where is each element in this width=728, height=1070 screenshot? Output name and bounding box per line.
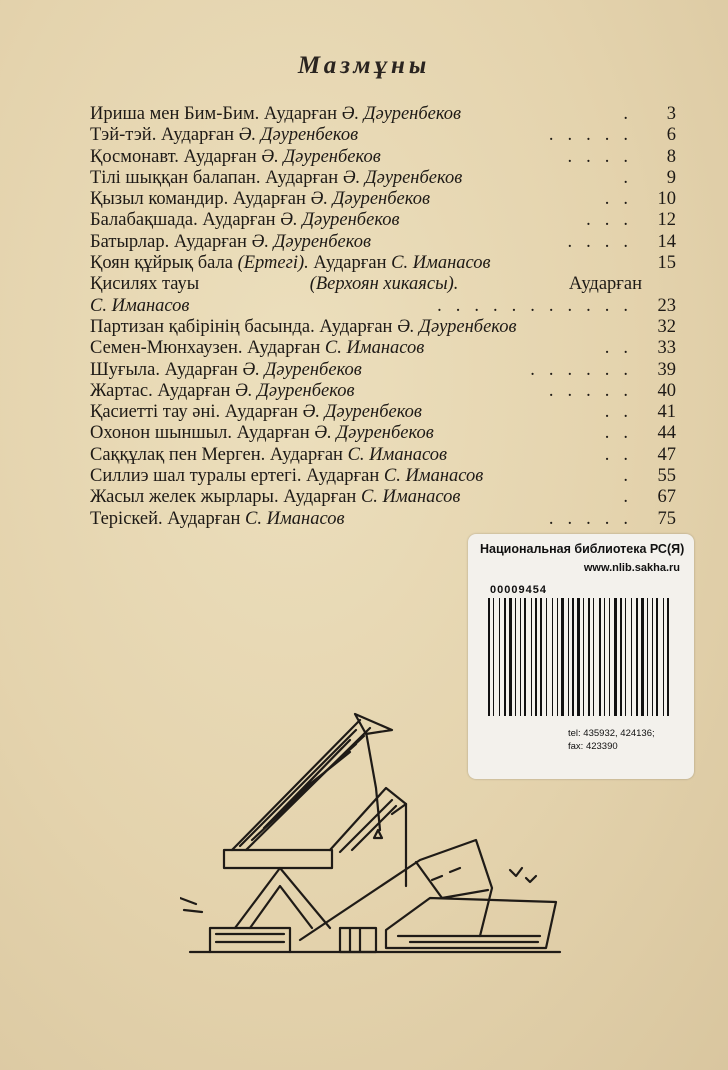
page-title: Мазмұны bbox=[297, 52, 431, 79]
toc-entry-page: 44 bbox=[657, 423, 676, 444]
barcode-number: 00009454 bbox=[490, 584, 547, 596]
toc-entry-dots: .. bbox=[604, 444, 642, 465]
toc-entry-translator: Ә. Дәуренбеков bbox=[342, 167, 463, 188]
toc-entry-translator: С. Иманасов bbox=[245, 508, 345, 529]
barcode-bar bbox=[656, 598, 658, 716]
barcode-bar bbox=[535, 598, 537, 716]
port-crane-ship-illustration bbox=[180, 700, 570, 962]
barcode-bar bbox=[561, 598, 564, 716]
toc-entry-translator: Ә. Дәуренбеков bbox=[251, 231, 371, 252]
library-name: Национальная библиотека РС(Я) bbox=[480, 542, 685, 556]
toc-entry-page: 6 bbox=[666, 125, 676, 146]
toc-entry-dots: ..... bbox=[548, 380, 642, 401]
toc-entry-page: 47 bbox=[657, 444, 676, 465]
barcode-bar bbox=[552, 598, 553, 716]
barcode-bar bbox=[572, 598, 574, 716]
barcode-bar bbox=[557, 598, 558, 716]
barcode-bar bbox=[520, 598, 521, 716]
toc-entry-dots: . bbox=[623, 487, 642, 508]
toc-entry-title: Қосмонавт. Аударған bbox=[90, 146, 257, 167]
toc-entry-title: Шуғыла. Аударған bbox=[90, 359, 238, 380]
barcode-bar bbox=[663, 598, 664, 716]
toc-entry-page: 40 bbox=[657, 380, 676, 401]
barcode-bar bbox=[641, 598, 644, 716]
barcode-bar bbox=[620, 598, 622, 716]
toc-entry bbox=[90, 445, 676, 466]
table-of-contents bbox=[90, 104, 676, 530]
toc-entry-dots: ... bbox=[586, 210, 642, 231]
toc-entry-translator: С. Иманасов bbox=[383, 466, 484, 487]
toc-entry bbox=[90, 125, 676, 146]
toc-entry bbox=[90, 104, 676, 125]
toc-entry-genre: (Верхоян хикаясы). bbox=[309, 274, 459, 295]
toc-entry-title: Қоян құйрық бала bbox=[90, 253, 233, 274]
barcode-bar bbox=[515, 598, 516, 716]
toc-entry-page: 10 bbox=[657, 189, 676, 210]
toc-entry bbox=[90, 232, 676, 253]
toc-entry bbox=[90, 338, 676, 359]
barcode-bar bbox=[504, 598, 506, 716]
toc-entry bbox=[90, 274, 676, 295]
toc-entry-dots: .... bbox=[567, 231, 642, 252]
toc-entry-title: Тэй-тэй. Аударған bbox=[90, 125, 235, 146]
toc-entry-page: 3 bbox=[666, 104, 676, 124]
toc-entry bbox=[90, 381, 676, 402]
toc-entry bbox=[90, 487, 676, 508]
barcode-bar bbox=[667, 598, 669, 716]
toc-entry-dots: .... bbox=[567, 146, 642, 167]
barcode-bar bbox=[588, 598, 590, 716]
toc-entry-page: 33 bbox=[657, 338, 676, 359]
toc-entry-translator: С. Иманасов bbox=[347, 444, 448, 465]
toc-entry-page: 39 bbox=[657, 359, 676, 380]
barcode-bar bbox=[524, 598, 526, 716]
toc-entry-rest: Аударған bbox=[313, 253, 387, 274]
toc-entry-dots: .. bbox=[604, 189, 642, 210]
toc-entry-translator: Ә. Дәуренбеков bbox=[235, 380, 355, 401]
toc-entry-dots: . bbox=[623, 104, 642, 124]
barcode-bar bbox=[499, 598, 500, 716]
barcode-bar bbox=[599, 598, 601, 716]
toc-entry-page: 75 bbox=[657, 508, 676, 529]
barcode-bar bbox=[546, 598, 547, 716]
barcode-bar bbox=[577, 598, 580, 716]
toc-entry-title: Жартас. Аударған bbox=[90, 380, 231, 401]
barcode-bar bbox=[488, 598, 490, 716]
toc-entry-title: Батырлар. Аударған bbox=[90, 231, 247, 252]
toc-entry-translator: Ә. Дәуренбеков bbox=[310, 189, 430, 210]
toc-entry-title: Семен-Мюнхаузен. Аударған bbox=[90, 338, 321, 359]
toc-entry-translator: Ә. Дәуренбеков bbox=[314, 423, 434, 444]
toc-entry bbox=[90, 147, 676, 168]
toc-entry-title: Қасиетті тау әні. Аударған bbox=[90, 402, 298, 423]
toc-entry-translator: Ә. Дәуренбеков bbox=[302, 402, 422, 423]
toc-entry-title: Партизан қабірінің басында. Аударған bbox=[90, 316, 393, 337]
toc-entry bbox=[90, 402, 676, 423]
toc-entry bbox=[90, 466, 676, 487]
toc-entry-dots: ........... bbox=[437, 295, 642, 316]
barcode-bar bbox=[631, 598, 632, 716]
toc-entry-dots: .. bbox=[604, 423, 642, 444]
toc-entry-translator: С. Иманасов bbox=[360, 487, 461, 508]
toc-entry bbox=[90, 296, 676, 317]
toc-entry-page: 41 bbox=[657, 402, 676, 423]
barcode-bar bbox=[636, 598, 638, 716]
toc-entry-page: 14 bbox=[657, 231, 676, 252]
barcode-bar bbox=[509, 598, 512, 716]
barcode-bar bbox=[531, 598, 532, 716]
toc-entry-title: Жасыл желек жырлары. Аударған bbox=[90, 487, 357, 508]
toc-entry-translator: Ә. Дәуренбеков bbox=[238, 125, 359, 146]
toc-entry-title: Тілі шыққан балапан. Аударған bbox=[90, 167, 339, 188]
barcode-bar bbox=[540, 598, 542, 716]
toc-entry-title: Саққұлақ пен Мерген. Аударған bbox=[90, 444, 343, 465]
barcode-bar bbox=[593, 598, 594, 716]
toc-entry bbox=[90, 509, 676, 530]
toc-entry bbox=[90, 360, 676, 381]
toc-entry-title: Қызыл командир. Аударған bbox=[90, 189, 306, 210]
toc-entry-translator: Ә. Дәуренбеков bbox=[242, 359, 362, 380]
toc-entry-translator: Ә. Дәуренбеков bbox=[261, 146, 381, 167]
toc-entry-translator: С. Иманасов bbox=[90, 295, 190, 316]
toc-entry-translator: Ә. Дәуренбеков bbox=[341, 104, 462, 124]
barcode-bar bbox=[568, 598, 569, 716]
barcode-bar bbox=[614, 598, 617, 716]
toc-entry-title: Балабақшада. Аударған bbox=[90, 210, 276, 231]
toc-entry bbox=[90, 317, 676, 338]
barcode-bar bbox=[609, 598, 610, 716]
toc-entry-page: 15 bbox=[657, 253, 676, 274]
toc-entry-dots: .. bbox=[604, 338, 642, 359]
toc-entry-title: Қисилях тауы bbox=[90, 274, 200, 295]
toc-entry-dots: .. bbox=[604, 402, 642, 423]
toc-entry-dots: . bbox=[623, 466, 642, 487]
toc-entry-translator: С. Иманасов bbox=[391, 253, 491, 274]
toc-entry bbox=[90, 423, 676, 444]
toc-entry-page: 12 bbox=[657, 210, 676, 231]
toc-entry bbox=[90, 253, 676, 274]
toc-entry-title: Силлиэ шал туралы ертегі. Аударған bbox=[90, 466, 380, 487]
barcode-bar bbox=[647, 598, 648, 716]
library-fax: fax: 423390 bbox=[568, 741, 618, 752]
toc-entry-page: 8 bbox=[666, 146, 676, 167]
toc-entry-dots: ...... bbox=[530, 359, 642, 380]
toc-entry-page: 55 bbox=[657, 466, 676, 487]
barcode-bar bbox=[625, 598, 626, 716]
toc-entry-dots: . bbox=[623, 167, 642, 188]
barcode-bar bbox=[604, 598, 605, 716]
toc-entry-dots: ..... bbox=[548, 125, 642, 146]
toc-entry-page: 23 bbox=[657, 295, 676, 316]
toc-entry-rest: Аударған bbox=[568, 274, 642, 295]
toc-entry-page: 32 bbox=[657, 316, 676, 337]
barcode-bar bbox=[583, 598, 584, 716]
library-phone: tel: 435932, 424136; bbox=[568, 728, 655, 739]
toc-entry-translator: С. Иманасов bbox=[324, 338, 425, 359]
toc-entry-dots: ..... bbox=[548, 508, 642, 529]
toc-entry-title: Теріскей. Аударған bbox=[90, 508, 241, 529]
toc-entry bbox=[90, 168, 676, 189]
toc-entry-translator: Ә. Дәуренбеков bbox=[280, 210, 400, 231]
toc-entry-title: Ириша мен Бим-Бим. Аударған bbox=[90, 104, 338, 124]
barcode-bar bbox=[652, 598, 653, 716]
toc-entry-translator: Ә. Дәуренбеков bbox=[397, 316, 517, 337]
toc-entry-page: 67 bbox=[657, 487, 676, 508]
library-website: www.nlib.sakha.ru bbox=[583, 562, 680, 574]
toc-entry bbox=[90, 210, 676, 231]
barcode-bar bbox=[493, 598, 494, 716]
toc-entry-page: 9 bbox=[666, 167, 676, 188]
toc-entry-genre: (Ертегі). bbox=[237, 253, 309, 274]
toc-entry bbox=[90, 189, 676, 210]
toc-entry-title: Охонон шыншыл. Аударған bbox=[90, 423, 310, 444]
